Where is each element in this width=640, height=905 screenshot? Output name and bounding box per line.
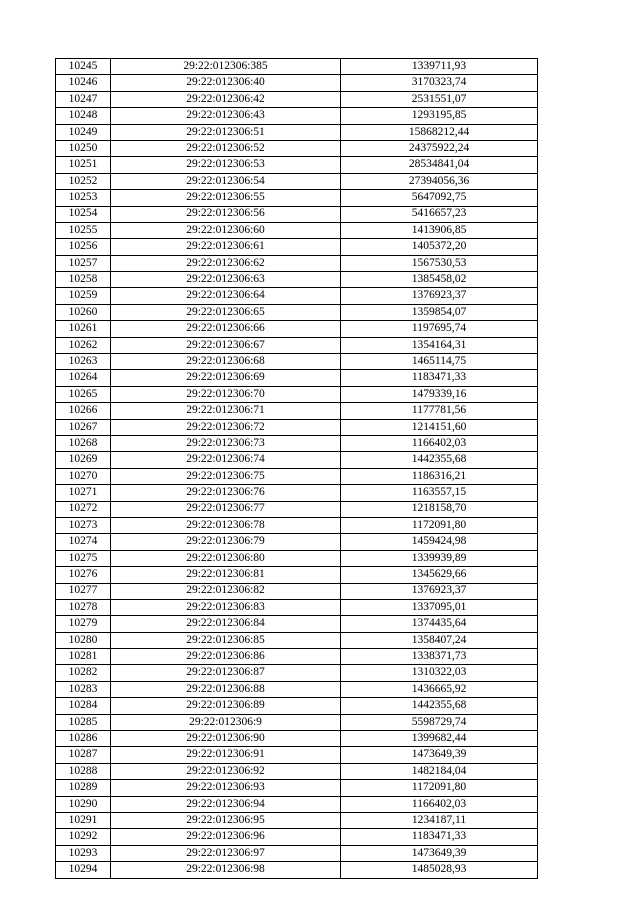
- cadastral-number-cell: 29:22:012306:43: [111, 108, 341, 124]
- row-number-cell: 10277: [56, 583, 111, 599]
- value-cell: 1485028,93: [341, 862, 538, 878]
- value-cell: 28534841,04: [341, 157, 538, 173]
- table-row: [56, 501, 538, 517]
- cadastral-number-cell: 29:22:012306:55: [111, 190, 341, 206]
- cadastral-number-cell: 29:22:012306:40: [111, 75, 341, 91]
- cadastral-number-cell: 29:22:012306:74: [111, 452, 341, 468]
- table-row: [56, 190, 538, 206]
- table-row: [56, 304, 538, 320]
- row-number-cell: 10288: [56, 763, 111, 779]
- value-cell: 5598729,74: [341, 714, 538, 730]
- cadastral-number-cell: 29:22:012306:82: [111, 583, 341, 599]
- value-cell: 1197695,74: [341, 321, 538, 337]
- cadastral-number-cell: 29:22:012306:66: [111, 321, 341, 337]
- row-number-cell: 10278: [56, 599, 111, 615]
- table-row: [56, 780, 538, 796]
- row-number-cell: 10260: [56, 304, 111, 320]
- cadastral-number-cell: 29:22:012306:87: [111, 665, 341, 681]
- row-number-cell: 10267: [56, 419, 111, 435]
- table-row: [56, 583, 538, 599]
- cadastral-number-cell: 29:22:012306:81: [111, 567, 341, 583]
- value-cell: 1337095,01: [341, 599, 538, 615]
- table-row: [56, 862, 538, 878]
- value-cell: 1479339,16: [341, 386, 538, 402]
- cadastral-number-cell: 29:22:012306:97: [111, 845, 341, 861]
- table-row: [56, 763, 538, 779]
- cadastral-number-cell: 29:22:012306:70: [111, 386, 341, 402]
- table-row: [56, 272, 538, 288]
- value-cell: 1567530,53: [341, 255, 538, 271]
- value-cell: 1166402,03: [341, 796, 538, 812]
- cadastral-number-cell: 29:22:012306:98: [111, 862, 341, 878]
- table-row: [56, 616, 538, 632]
- table-row: [56, 321, 538, 337]
- row-number-cell: 10258: [56, 272, 111, 288]
- value-cell: 1234187,11: [341, 812, 538, 828]
- row-number-cell: 10259: [56, 288, 111, 304]
- row-number-cell: 10271: [56, 485, 111, 501]
- cadastral-number-cell: 29:22:012306:61: [111, 239, 341, 255]
- table-row: [56, 714, 538, 730]
- value-cell: 1310322,03: [341, 665, 538, 681]
- cadastral-number-cell: 29:22:012306:65: [111, 304, 341, 320]
- row-number-cell: 10246: [56, 75, 111, 91]
- cadastral-number-cell: 29:22:012306:73: [111, 435, 341, 451]
- row-number-cell: 10293: [56, 845, 111, 861]
- cadastral-number-cell: 29:22:012306:88: [111, 681, 341, 697]
- value-cell: 1338371,73: [341, 649, 538, 665]
- row-number-cell: 10266: [56, 403, 111, 419]
- table-row: [56, 386, 538, 402]
- data-table: [55, 58, 538, 879]
- cadastral-number-cell: 29:22:012306:53: [111, 157, 341, 173]
- table-row: [56, 108, 538, 124]
- cadastral-number-cell: 29:22:012306:52: [111, 140, 341, 156]
- cadastral-number-cell: 29:22:012306:68: [111, 354, 341, 370]
- table-row: [56, 75, 538, 91]
- value-cell: 1436665,92: [341, 681, 538, 697]
- table-row: [56, 829, 538, 845]
- table-row: [56, 485, 538, 501]
- row-number-cell: 10263: [56, 354, 111, 370]
- value-cell: 1186316,21: [341, 468, 538, 484]
- row-number-cell: 10287: [56, 747, 111, 763]
- table-row: [56, 698, 538, 714]
- cadastral-number-cell: 29:22:012306:80: [111, 550, 341, 566]
- table-row: [56, 255, 538, 271]
- value-cell: 5647092,75: [341, 190, 538, 206]
- value-cell: 1374435,64: [341, 616, 538, 632]
- row-number-cell: 10280: [56, 632, 111, 648]
- cadastral-number-cell: 29:22:012306:77: [111, 501, 341, 517]
- row-number-cell: 10256: [56, 239, 111, 255]
- value-cell: 1293195,85: [341, 108, 538, 124]
- row-number-cell: 10247: [56, 91, 111, 107]
- row-number-cell: 10286: [56, 731, 111, 747]
- table-row: [56, 157, 538, 173]
- value-cell: 1183471,33: [341, 829, 538, 845]
- value-cell: 1473649,39: [341, 747, 538, 763]
- cadastral-number-cell: 29:22:012306:9: [111, 714, 341, 730]
- row-number-cell: 10282: [56, 665, 111, 681]
- cadastral-number-cell: 29:22:012306:89: [111, 698, 341, 714]
- table-row: [56, 59, 538, 75]
- row-number-cell: 10275: [56, 550, 111, 566]
- table-row: [56, 91, 538, 107]
- row-number-cell: 10268: [56, 435, 111, 451]
- table-body: [56, 59, 538, 879]
- value-cell: 1177781,56: [341, 403, 538, 419]
- cadastral-number-cell: 29:22:012306:79: [111, 534, 341, 550]
- cadastral-number-cell: 29:22:012306:94: [111, 796, 341, 812]
- row-number-cell: 10272: [56, 501, 111, 517]
- cadastral-number-cell: 29:22:012306:93: [111, 780, 341, 796]
- table-row: [56, 452, 538, 468]
- value-cell: 1442355,68: [341, 698, 538, 714]
- value-cell: 1163557,15: [341, 485, 538, 501]
- cadastral-number-cell: 29:22:012306:56: [111, 206, 341, 222]
- value-cell: 2531551,07: [341, 91, 538, 107]
- row-number-cell: 10289: [56, 780, 111, 796]
- row-number-cell: 10291: [56, 812, 111, 828]
- cadastral-number-cell: 29:22:012306:69: [111, 370, 341, 386]
- table-row: [56, 239, 538, 255]
- cadastral-number-cell: 29:22:012306:60: [111, 222, 341, 238]
- value-cell: 27394056,36: [341, 173, 538, 189]
- row-number-cell: 10292: [56, 829, 111, 845]
- cadastral-number-cell: 29:22:012306:91: [111, 747, 341, 763]
- table-row: [56, 435, 538, 451]
- table-row: [56, 370, 538, 386]
- value-cell: 15868212,44: [341, 124, 538, 140]
- row-number-cell: 10248: [56, 108, 111, 124]
- value-cell: 1172091,80: [341, 517, 538, 533]
- cadastral-number-cell: 29:22:012306:54: [111, 173, 341, 189]
- cadastral-number-cell: 29:22:012306:83: [111, 599, 341, 615]
- table-row: [56, 337, 538, 353]
- row-number-cell: 10283: [56, 681, 111, 697]
- value-cell: 1399682,44: [341, 731, 538, 747]
- row-number-cell: 10261: [56, 321, 111, 337]
- cadastral-number-cell: 29:22:012306:71: [111, 403, 341, 419]
- value-cell: 24375922,24: [341, 140, 538, 156]
- cadastral-number-cell: 29:22:012306:92: [111, 763, 341, 779]
- cadastral-number-cell: 29:22:012306:84: [111, 616, 341, 632]
- row-number-cell: 10274: [56, 534, 111, 550]
- table-row: [56, 845, 538, 861]
- table-row: [56, 731, 538, 747]
- row-number-cell: 10284: [56, 698, 111, 714]
- value-cell: 1354164,31: [341, 337, 538, 353]
- value-cell: 1166402,03: [341, 435, 538, 451]
- row-number-cell: 10290: [56, 796, 111, 812]
- value-cell: 1482184,04: [341, 763, 538, 779]
- table-row: [56, 124, 538, 140]
- row-number-cell: 10279: [56, 616, 111, 632]
- table-row: [56, 468, 538, 484]
- row-number-cell: 10281: [56, 649, 111, 665]
- row-number-cell: 10273: [56, 517, 111, 533]
- row-number-cell: 10245: [56, 59, 111, 75]
- row-number-cell: 10270: [56, 468, 111, 484]
- value-cell: 1376923,37: [341, 288, 538, 304]
- value-cell: 1459424,98: [341, 534, 538, 550]
- value-cell: 1183471,33: [341, 370, 538, 386]
- value-cell: 1358407,24: [341, 632, 538, 648]
- table-row: [56, 222, 538, 238]
- cadastral-number-cell: 29:22:012306:67: [111, 337, 341, 353]
- cadastral-number-cell: 29:22:012306:62: [111, 255, 341, 271]
- value-cell: 1218158,70: [341, 501, 538, 517]
- row-number-cell: 10255: [56, 222, 111, 238]
- table-row: [56, 534, 538, 550]
- table-row: [56, 403, 538, 419]
- table-row: [56, 419, 538, 435]
- row-number-cell: 10253: [56, 190, 111, 206]
- value-cell: 5416657,23: [341, 206, 538, 222]
- table-row: [56, 173, 538, 189]
- value-cell: 1339939,89: [341, 550, 538, 566]
- value-cell: 1405372,20: [341, 239, 538, 255]
- table-row: [56, 796, 538, 812]
- row-number-cell: 10262: [56, 337, 111, 353]
- value-cell: 1359854,07: [341, 304, 538, 320]
- row-number-cell: 10254: [56, 206, 111, 222]
- row-number-cell: 10249: [56, 124, 111, 140]
- row-number-cell: 10251: [56, 157, 111, 173]
- row-number-cell: 10285: [56, 714, 111, 730]
- table-row: [56, 206, 538, 222]
- table-row: [56, 567, 538, 583]
- table-row: [56, 747, 538, 763]
- table-row: [56, 288, 538, 304]
- cadastral-number-cell: 29:22:012306:85: [111, 632, 341, 648]
- cadastral-number-cell: 29:22:012306:385: [111, 59, 341, 75]
- table-row: [56, 681, 538, 697]
- table-row: [56, 812, 538, 828]
- cadastral-number-cell: 29:22:012306:51: [111, 124, 341, 140]
- value-cell: 1345629,66: [341, 567, 538, 583]
- value-cell: 1442355,68: [341, 452, 538, 468]
- row-number-cell: 10265: [56, 386, 111, 402]
- value-cell: 1172091,80: [341, 780, 538, 796]
- row-number-cell: 10269: [56, 452, 111, 468]
- value-cell: 1214151,60: [341, 419, 538, 435]
- table-row: [56, 517, 538, 533]
- cadastral-number-cell: 29:22:012306:76: [111, 485, 341, 501]
- value-cell: 1473649,39: [341, 845, 538, 861]
- row-number-cell: 10252: [56, 173, 111, 189]
- value-cell: 1385458,02: [341, 272, 538, 288]
- cadastral-number-cell: 29:22:012306:63: [111, 272, 341, 288]
- row-number-cell: 10294: [56, 862, 111, 878]
- value-cell: 1339711,93: [341, 59, 538, 75]
- table-row: [56, 599, 538, 615]
- row-number-cell: 10257: [56, 255, 111, 271]
- cadastral-number-cell: 29:22:012306:75: [111, 468, 341, 484]
- value-cell: 1413906,85: [341, 222, 538, 238]
- cadastral-number-cell: 29:22:012306:90: [111, 731, 341, 747]
- table-row: [56, 649, 538, 665]
- cadastral-number-cell: 29:22:012306:86: [111, 649, 341, 665]
- cadastral-number-cell: 29:22:012306:78: [111, 517, 341, 533]
- cadastral-number-cell: 29:22:012306:96: [111, 829, 341, 845]
- table-row: [56, 140, 538, 156]
- value-cell: 3170323,74: [341, 75, 538, 91]
- table-row: [56, 550, 538, 566]
- cadastral-number-cell: 29:22:012306:64: [111, 288, 341, 304]
- cadastral-number-cell: 29:22:012306:42: [111, 91, 341, 107]
- row-number-cell: 10276: [56, 567, 111, 583]
- table-row: [56, 354, 538, 370]
- row-number-cell: 10264: [56, 370, 111, 386]
- row-number-cell: 10250: [56, 140, 111, 156]
- cadastral-number-cell: 29:22:012306:72: [111, 419, 341, 435]
- table-row: [56, 665, 538, 681]
- value-cell: 1376923,37: [341, 583, 538, 599]
- cadastral-number-cell: 29:22:012306:95: [111, 812, 341, 828]
- table-row: [56, 632, 538, 648]
- value-cell: 1465114,75: [341, 354, 538, 370]
